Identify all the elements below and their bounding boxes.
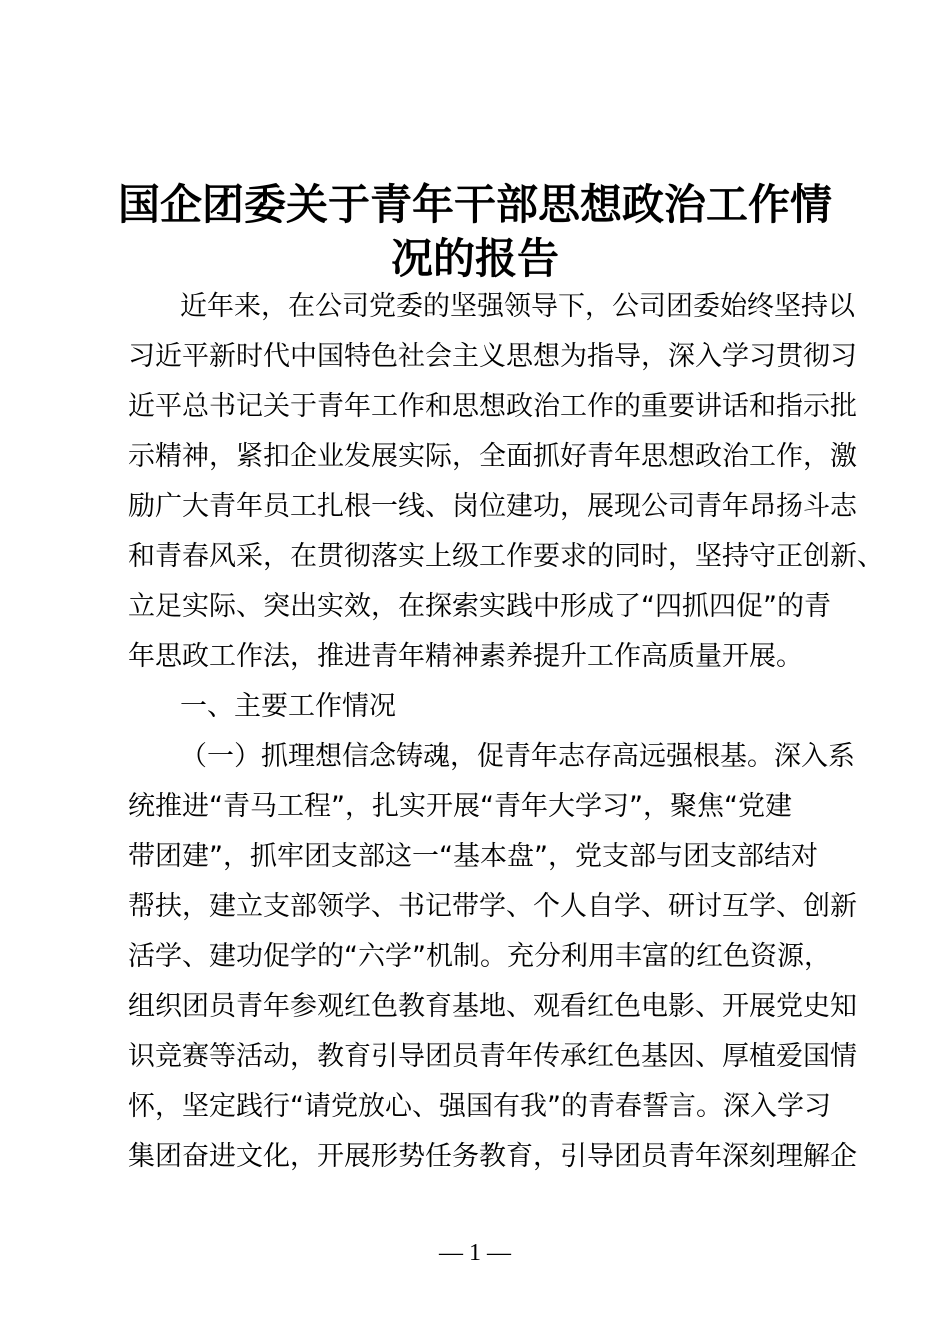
body-line: 示精神，紧扣企业发展实际，全面抓好青年思想政治工作，激 (128, 441, 857, 472)
body-line: 励广大青年员工扎根一线、岗位建功，展现公司青年昂扬斗志 (128, 491, 857, 522)
body-line: 帮扶，建立支部领学、书记带学、个人自学、研讨互学、创新 (128, 891, 857, 922)
section-heading: 一、主要工作情况 (180, 691, 396, 722)
body-line: 怀，坚定践行“请党放心、强国有我”的青春誓言。深入学习 (128, 1091, 831, 1122)
body-line: 识竞赛等活动，教育引导团员青年传承红色基因、厚植爱国情 (128, 1041, 857, 1072)
body-line: 习近平新时代中国特色社会主义思想为指导，深入学习贯彻习 (128, 341, 857, 372)
body-line: 近平总书记关于青年工作和思想政治工作的重要讲话和指示批 (128, 391, 857, 422)
body-line: 带团建”，抓牢团支部这一“基本盘”，党支部与团支部结对 (128, 841, 818, 872)
document-body (128, 282, 884, 1182)
body-line: 统推进“青马工程”，扎实开展“青年大学习”，聚焦“党建 (128, 791, 792, 822)
document-title (100, 178, 850, 286)
page-number: — 1 — (439, 1240, 511, 1266)
body-line: 近年来，在公司党委的坚强领导下，公司团委始终坚持以 (180, 291, 855, 322)
body-line: 和青春风采，在贯彻落实上级工作要求的同时，坚持守正创新、 (128, 541, 884, 572)
body-line: 活学、建功促学的“六学”机制。充分利用丰富的红色资源， (128, 941, 831, 972)
body-line: 集团奋进文化，开展形势任务教育，引导团员青年深刻理解企 (128, 1141, 857, 1172)
body-line: 组织团员青年参观红色教育基地、观看红色电影、开展党史知 (128, 991, 857, 1022)
body-line: 立足实际、突出实效，在探索实践中形成了“四抓四促”的青 (128, 591, 831, 622)
title-line-1: 国企团委关于青年干部思想政治工作情 (117, 180, 832, 229)
body-line: 年思政工作法，推进青年精神素养提升工作高质量开展。 (128, 641, 803, 672)
body-line: （一）抓理想信念铸魂，促青年志存高远强根基。深入系 (180, 741, 855, 772)
title-line-2: 况的报告 (390, 234, 559, 283)
